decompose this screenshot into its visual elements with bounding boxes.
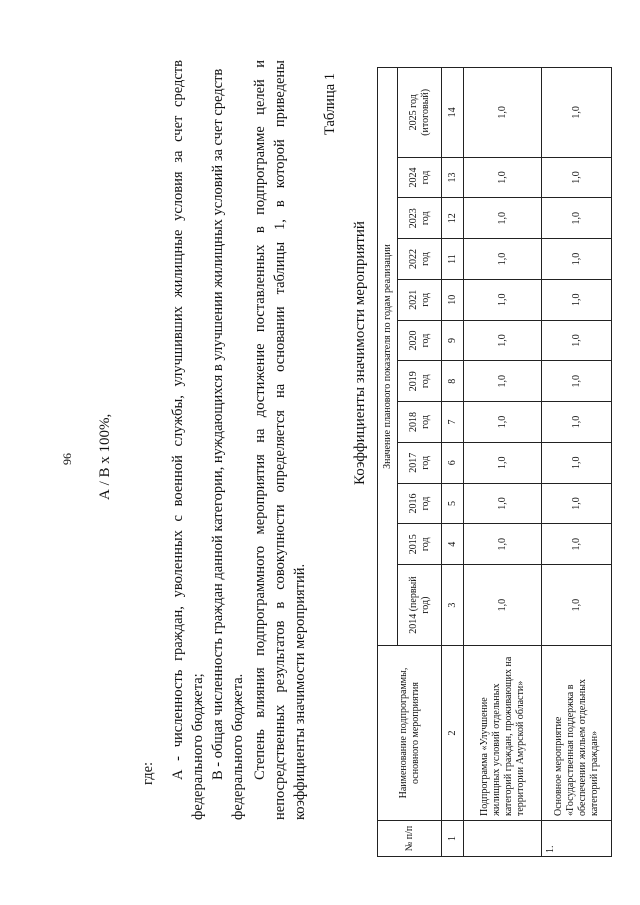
word: основании xyxy=(272,306,288,372)
where-label: где: xyxy=(140,761,156,785)
paragraph-a-line1 xyxy=(168,60,188,780)
word: и xyxy=(252,60,268,68)
year-header-11: 2025 год (итоговый) xyxy=(398,68,442,158)
paragraph-c-line2 xyxy=(270,60,290,820)
year-header-0: 2014 (первый год) xyxy=(398,565,442,646)
word: непосредственных xyxy=(272,704,288,820)
row-name: Подпрограмма «Улучшение жилищных условий отдельных категорий граждан, проживающих на территории Амурской области» xyxy=(464,646,542,821)
paragraph-b-line1: В - общая численность граждан данной категории, нуждающихся в улучшении жилищных условий за счет средств xyxy=(210,68,226,780)
row-value-6: 1,0 xyxy=(542,320,612,361)
paragraph-c-line1 xyxy=(250,60,270,780)
row-value-4: 1,0 xyxy=(464,402,542,443)
row-value-4: 1,0 xyxy=(542,402,612,443)
word: с xyxy=(170,515,186,522)
word: на xyxy=(272,383,288,399)
row-value-3: 1,0 xyxy=(542,442,612,483)
word: численность xyxy=(170,669,186,748)
row-value-1: 1,0 xyxy=(464,524,542,565)
year-header-1: 2015 год xyxy=(398,524,442,565)
row-value-11: 1,0 xyxy=(542,68,612,158)
row-value-8: 1,0 xyxy=(464,239,542,280)
word: которой xyxy=(272,139,288,189)
word: поставленных xyxy=(252,244,268,333)
row-value-11: 1,0 xyxy=(464,68,542,158)
row-value-9: 1,0 xyxy=(542,198,612,239)
word: приведены xyxy=(272,60,288,128)
row-value-1: 1,0 xyxy=(542,524,612,565)
word: А xyxy=(170,769,186,780)
row-value-5: 1,0 xyxy=(542,361,612,402)
year-header-5: 2019 год xyxy=(398,361,442,402)
row-value-5: 1,0 xyxy=(464,361,542,402)
year-header-9: 2023 год xyxy=(398,198,442,239)
year-header-3: 2017 год xyxy=(398,442,442,483)
year-header-10: 2024 год xyxy=(398,157,442,198)
index-cell-13: 14 xyxy=(442,68,464,158)
index-cell-11: 12 xyxy=(442,198,464,239)
index-cell-5: 6 xyxy=(442,442,464,483)
index-row xyxy=(442,68,464,857)
paragraph-a-line2: федерального бюджета; xyxy=(190,673,206,820)
row-value-2: 1,0 xyxy=(464,483,542,524)
year-header-6: 2020 год xyxy=(398,320,442,361)
word: - xyxy=(170,755,186,761)
row-value-10: 1,0 xyxy=(542,157,612,198)
row-value-0: 1,0 xyxy=(464,565,542,646)
word: Степень xyxy=(252,729,268,780)
word: счет xyxy=(170,115,186,142)
row-value-8: 1,0 xyxy=(542,239,612,280)
row-value-3: 1,0 xyxy=(464,442,542,483)
word: на xyxy=(252,428,268,443)
index-cell-1: 2 xyxy=(442,646,464,821)
header-name: Наименование подпрограммы, основного мероприятия xyxy=(378,646,442,821)
word: граждан, xyxy=(170,606,186,661)
index-cell-12: 13 xyxy=(442,157,464,198)
word: 1, xyxy=(272,219,288,230)
row-value-6: 1,0 xyxy=(464,320,542,361)
word: службы, xyxy=(170,395,186,447)
word: уволенных xyxy=(170,530,186,598)
word: достижение xyxy=(252,343,268,418)
page-number: 96 xyxy=(60,453,74,465)
coefficients-table xyxy=(377,67,612,857)
paragraph-c-line3: коэффициенты значимости мероприятий. xyxy=(292,563,308,820)
word: жилищные xyxy=(170,229,186,298)
table-body xyxy=(464,68,612,857)
row-num xyxy=(464,821,542,857)
row-value-9: 1,0 xyxy=(464,198,542,239)
word: за xyxy=(170,150,186,163)
index-cell-3: 4 xyxy=(442,524,464,565)
header-num: № п/п xyxy=(378,821,442,857)
header-group: Значение планового показателя по годам реализации xyxy=(378,68,398,646)
row-num: 1. xyxy=(542,821,612,857)
word: условия xyxy=(170,171,186,221)
row-name: Основное мероприятие «Государственная поддержка в обеспечении жильем отдельных категорий граждан» xyxy=(542,646,612,821)
word: мероприятия xyxy=(252,454,268,535)
paragraph-b-line2: федерального бюджета. xyxy=(230,673,246,820)
index-cell-10: 11 xyxy=(442,239,464,280)
index-cell-6: 7 xyxy=(442,402,464,443)
word: таблицы xyxy=(272,241,288,295)
row-value-7: 1,0 xyxy=(464,279,542,320)
index-cell-7: 8 xyxy=(442,361,464,402)
index-cell-4: 5 xyxy=(442,483,464,524)
year-header-4: 2018 год xyxy=(398,402,442,443)
row-value-7: 1,0 xyxy=(542,279,612,320)
table-row xyxy=(464,68,542,857)
word: определяется xyxy=(272,410,288,493)
word: подпрограммного xyxy=(252,545,268,656)
word: средств xyxy=(170,60,186,107)
word: в xyxy=(252,226,268,234)
word: в xyxy=(272,601,288,609)
year-header-7: 2021 год xyxy=(398,279,442,320)
word: целей xyxy=(252,79,268,115)
word: военной xyxy=(170,455,186,507)
word: влияния xyxy=(252,667,268,718)
index-cell-9: 10 xyxy=(442,279,464,320)
table-row xyxy=(542,68,612,857)
word: результатов xyxy=(272,620,288,693)
index-cell-2: 3 xyxy=(442,565,464,646)
word: совокупности xyxy=(272,504,288,590)
word: в xyxy=(272,200,288,208)
index-cell-0: 1 xyxy=(442,821,464,857)
year-header-2: 2016 год xyxy=(398,483,442,524)
word: улучшивших xyxy=(170,306,186,387)
table-title: Коэффициенты значимости мероприятий xyxy=(352,221,368,485)
year-header-8: 2022 год xyxy=(398,239,442,280)
row-value-2: 1,0 xyxy=(542,483,612,524)
row-value-10: 1,0 xyxy=(464,157,542,198)
index-cell-8: 9 xyxy=(442,320,464,361)
table-label: Таблица 1 xyxy=(322,72,338,135)
row-value-0: 1,0 xyxy=(542,565,612,646)
formula: А / В х 100%, xyxy=(97,413,113,500)
word: подпрограмме xyxy=(252,126,268,215)
